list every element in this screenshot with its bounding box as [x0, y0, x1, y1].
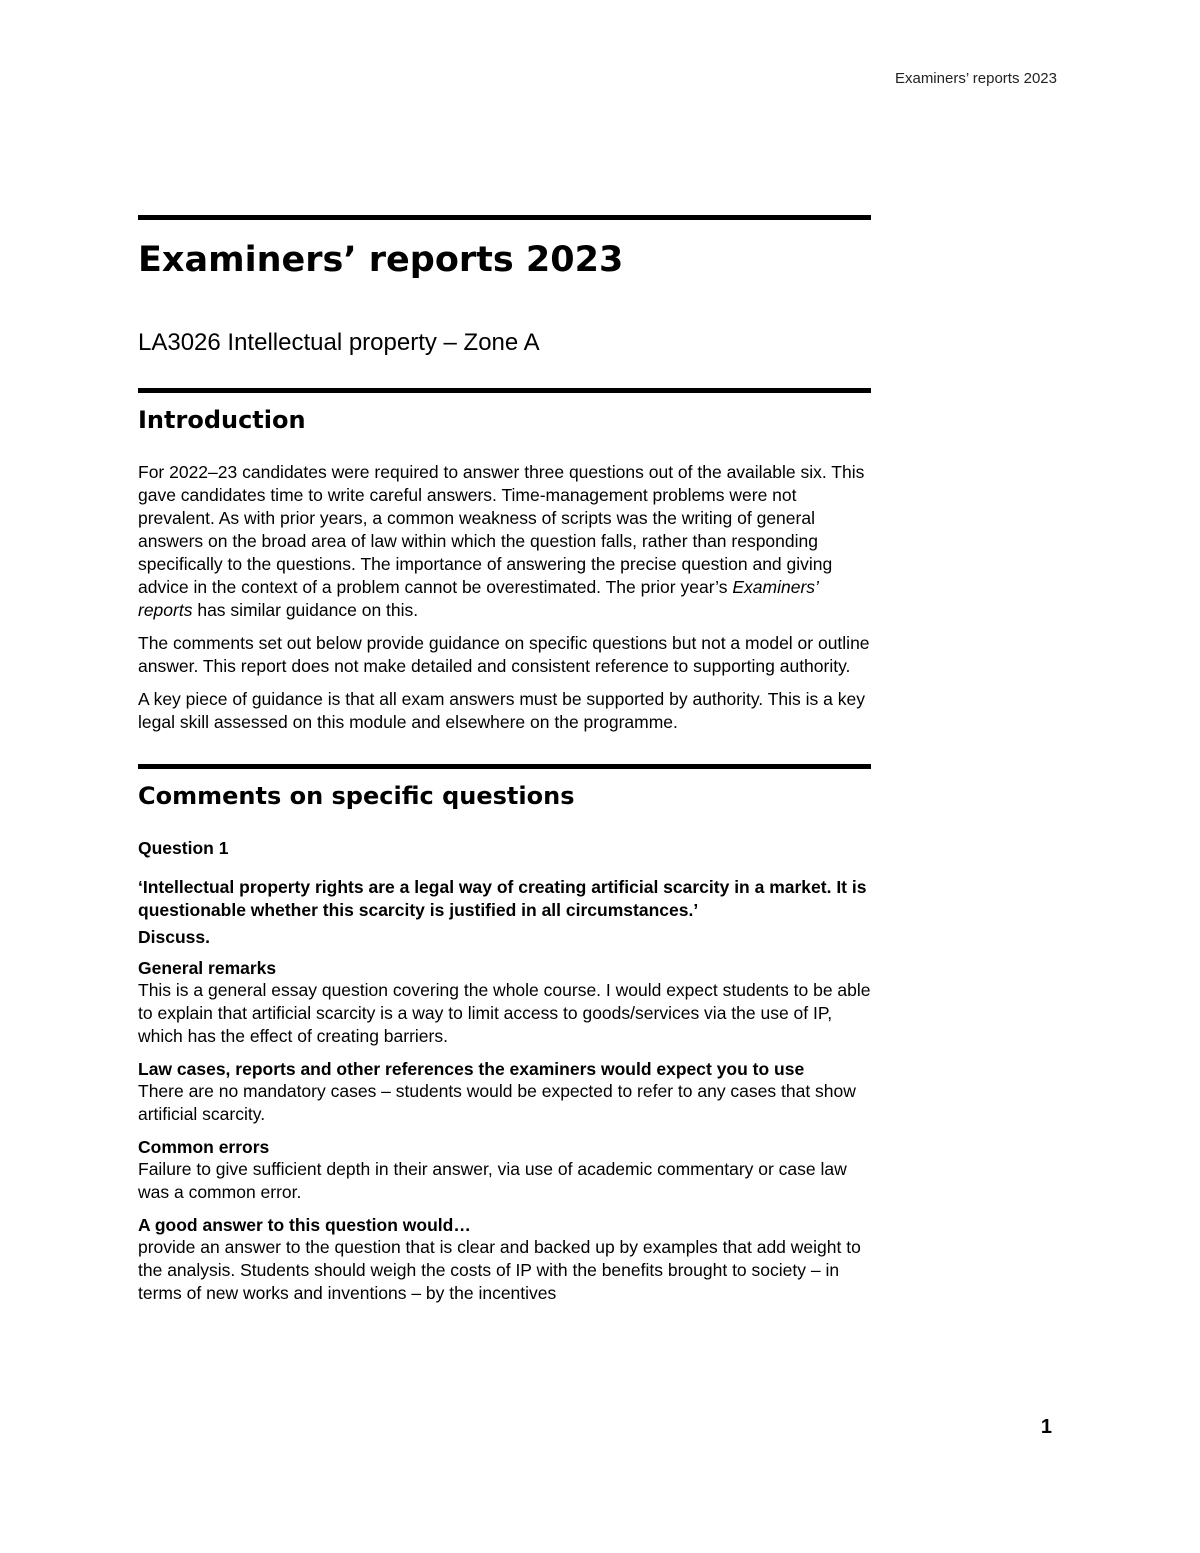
document-body [138, 215, 871, 1315]
introduction-paragraph-3: A key piece of guidance is that all exam answers must be supported by authority. This is a key legal skill assessed on this module and elsewhere on the programme. [138, 689, 865, 732]
general-remarks-block [138, 957, 871, 1048]
comments-heading: Comments on specific questions [138, 782, 575, 810]
good-answer-heading: A good answer to this question would… [138, 1215, 471, 1235]
running-header: Examiners’ reports 2023 [894, 70, 1057, 87]
examiners-reports-reference: Examiners’ reports [138, 577, 818, 620]
common-errors-block [138, 1136, 871, 1204]
good-answer-block [138, 1214, 871, 1305]
question-1-quote: ‘Intellectual property rights are a legal way of creating artificial scarcity in a market. It is questionable whether this scarcity is justified in all circumstances.’ [138, 877, 867, 920]
page-title: Examiners’ reports 2023 [138, 240, 624, 280]
good-answer-text: provide an answer to the question that is clear and backed up by examples that add weight to the analysis. Students should weigh the costs of IP with the benefits brought to society – in terms of new works and inventions – by the incentives [138, 1237, 861, 1303]
common-errors-text: Failure to give sufficient depth in their answer, via use of academic commentary or case law was a common error. [138, 1159, 847, 1202]
law-cases-block [138, 1058, 871, 1126]
general-remarks-heading: General remarks [138, 958, 277, 978]
common-errors-heading: Common errors [138, 1137, 270, 1157]
introduction-paragraph-2: The comments set out below provide guidance on specific questions but not a model or outline answer. This report does not make detailed and consistent reference to supporting authority. [138, 633, 870, 676]
section-rule-comments [138, 764, 871, 769]
introduction-paragraph-1: For 2022–23 candidates were required to answer three questions out of the available six. This gave candidates time to write careful answers. Time-management problems were not prevalent. As with prior years, a common weakness of scripts was the writing of general answers on the broad area of law within which the question falls, rather than responding specifically to the questions. The importance of answering the precise question and giving advice in the context of a problem cannot be overestimated. The prior year’s Examiners’ reports has similar guidance on this. [138, 462, 865, 620]
page-subtitle: LA3026 Intellectual property – Zone A [138, 329, 540, 356]
law-cases-text: There are no mandatory cases – students would be expected to refer to any cases that show artificial scarcity. [138, 1081, 856, 1124]
top-rule [138, 215, 871, 220]
general-remarks-text: This is a general essay question covering the whole course. I would expect students to be able to explain that artificial scarcity is a way to limit access to goods/services via the use of IP, which has the effect of creating barriers. [138, 980, 871, 1046]
introduction-heading: Introduction [138, 406, 306, 434]
question-1-label: Question 1 [138, 838, 229, 858]
section-rule-introduction [138, 388, 871, 393]
question-1-instruction: Discuss. [138, 927, 210, 947]
page-number: 1 [1040, 1416, 1052, 1438]
law-cases-heading: Law cases, reports and other references the examiners would expect you to use [138, 1059, 805, 1079]
